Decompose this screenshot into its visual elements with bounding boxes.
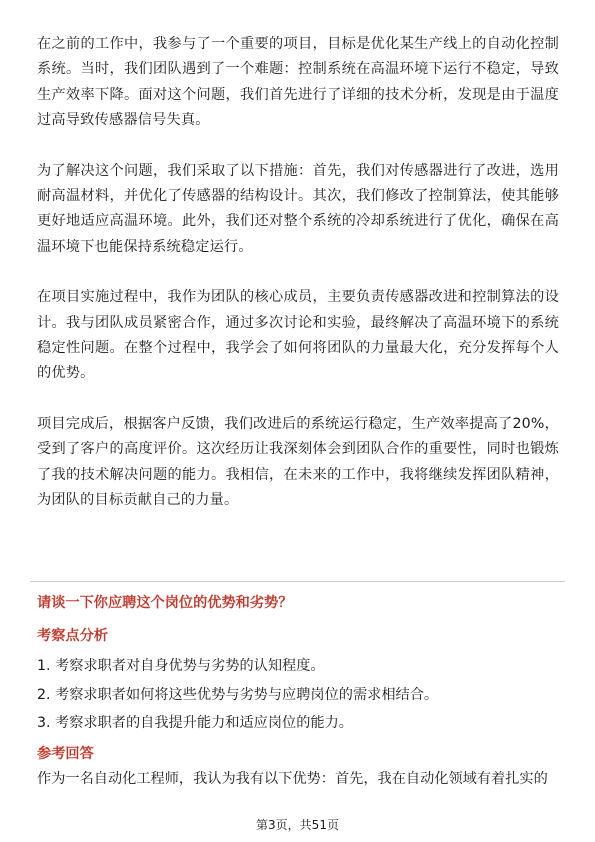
paragraph-1: 在之前的工作中，我参与了一个重要的项目，目标是优化某生产线上的自动化控制系统。当时，我们团队遇到了一个难题：控制系统在高温环境下运行不稳定，导致生产效率下降。面对这个问题，我们首先进行了详细的技术分析，发现是由于温度过高导致传感器信号失真。 [37,36,559,129]
reference-heading: 参考回答 [37,746,94,762]
question-heading: 请谈一下你应聘这个岗位的优势和劣势？ [37,595,293,611]
paragraph-gap [37,260,559,285]
paragraph-2: 为了解决这个问题，我们采取了以下措施：首先，我们对传感器进行了改进，选用耐高温材料，并优化了传感器的结构设计。其次，我们修改了控制算法，使其能够更好地适应高温环境。此外，我们还对整个系统的冷却系统进行了优化，确保在高温环境下也能保持系统稳定运行。 [37,162,559,255]
list-item: 3. 考察求职者的自我提升能力和适应岗位的能力。 [37,715,353,731]
paragraph-gap [37,134,559,159]
paragraph-gap [37,387,559,412]
analysis-heading: 考察点分析 [37,628,108,644]
list-item: 1. 考察求职者对自身优势与劣势的认知程度。 [37,658,325,674]
analysis-list [37,652,438,738]
list-item: 2. 考察求职者如何将这些优势与劣势与应聘岗位的需求相结合。 [37,686,439,703]
paragraph-4: 项目完成后，根据客户反馈，我们改进后的系统运行稳定，生产效率提高了20%，受到了客户的高度评价。这次经历让我深刻体会到团队合作的重要性，同时也锻炼了我的技术解决问题的能力。我相信，在未来的工作中，我将继续发挥团队精神，为团队的目标贡献自己的力量。 [37,415,559,509]
section-divider [30,581,565,582]
body-text [37,32,559,514]
answer-text: 作为一名自动化工程师，我认为我有以下优势：首先，我在自动化领域有着扎实的 [37,771,548,787]
page-number: 第3页，共51页 [256,818,339,832]
paragraph-3: 在项目实施过程中，我作为团队的核心成员，主要负责传感器改进和控制算法的设计。我与团队成员紧密合作，通过多次讨论和实验，最终解决了高温环境下的系统稳定性问题。在整个过程中，我学会了如何将团队的力量最大化，充分发挥每个人的优势。 [37,289,559,382]
